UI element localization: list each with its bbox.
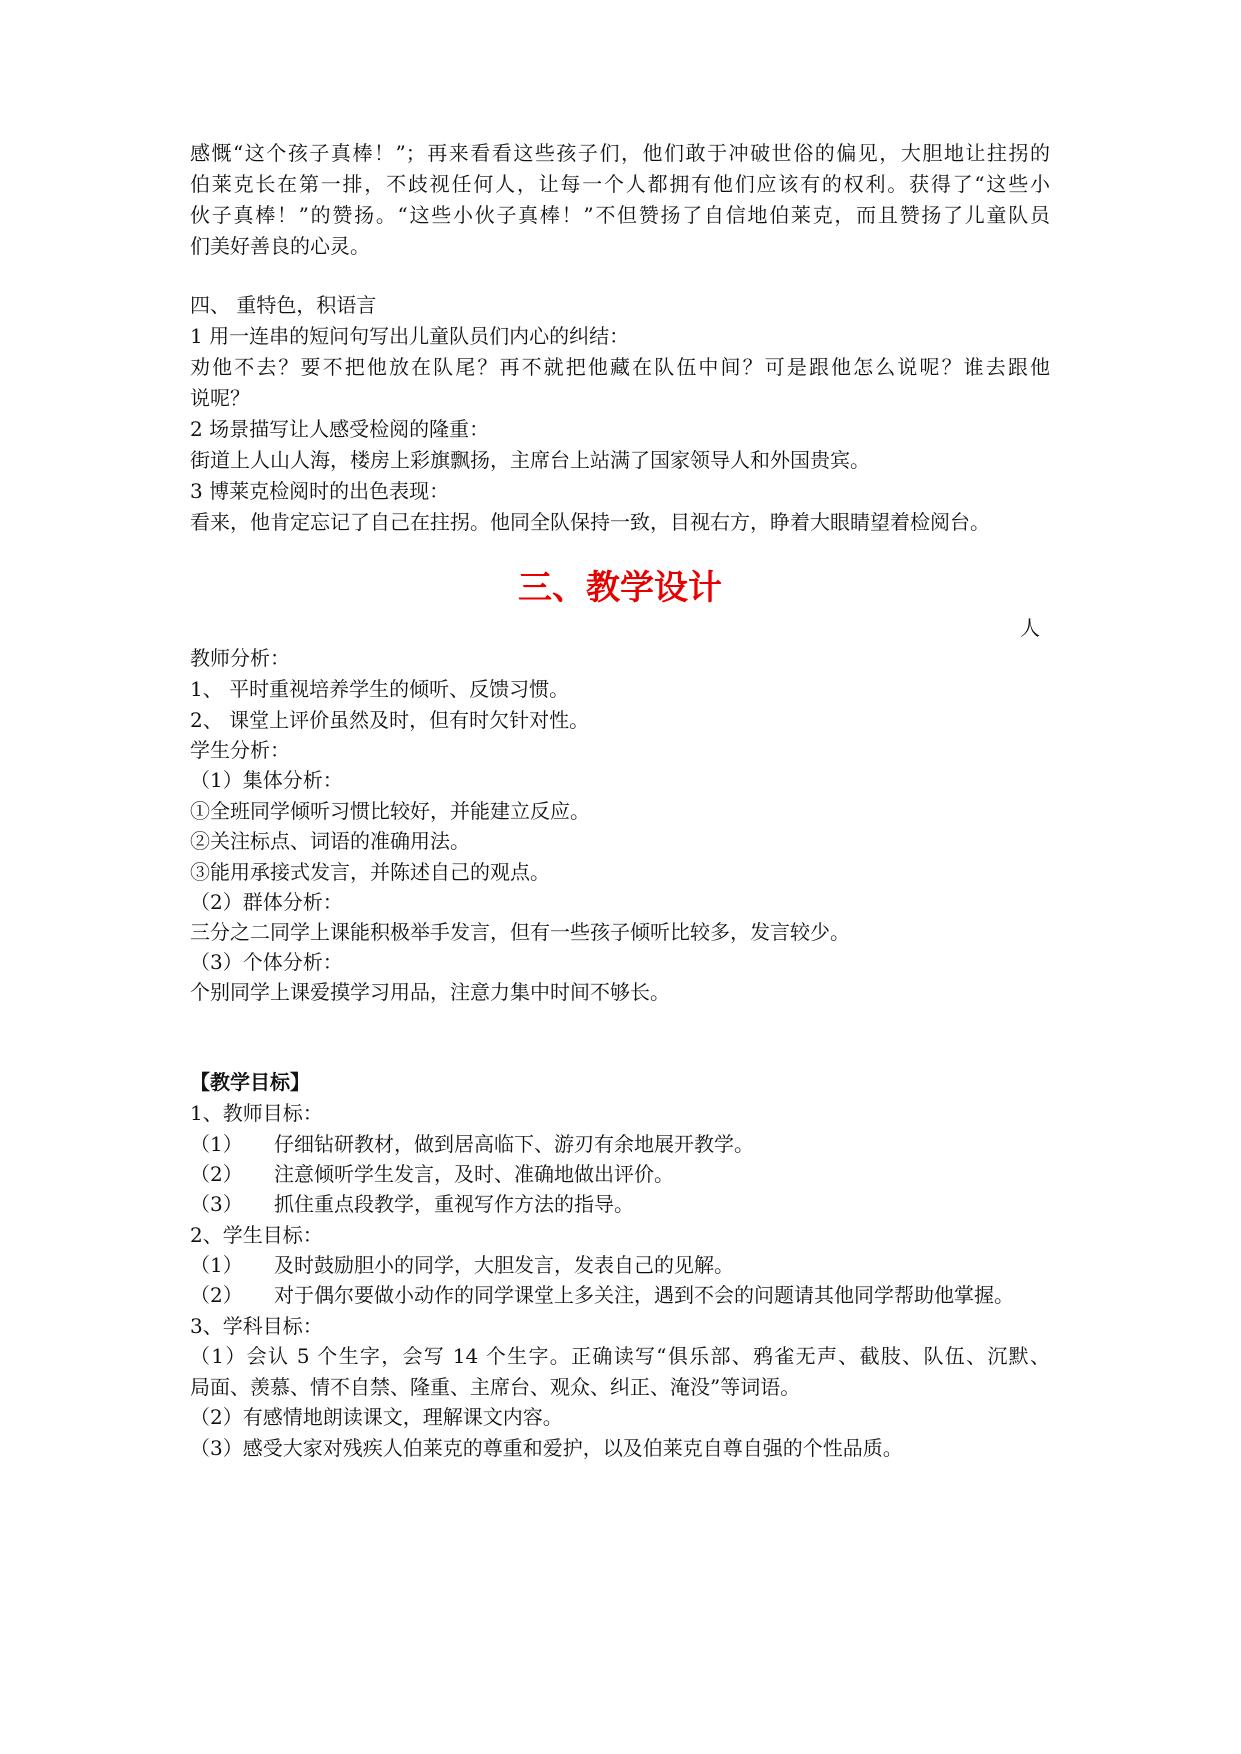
sub-heading: （1）集体分析： (190, 768, 343, 792)
list-item (190, 1128, 754, 1160)
list-item: 1、 平时重视培养学生的倾听、反馈习惯。 (190, 677, 570, 701)
list-item: （2）有感情地朗读课文，理解课文内容。 (190, 1405, 563, 1429)
paragraph-line: 感慨“这个孩子真棒！”；再来看看这些孩子们，他们敢于冲破世俗的偏见，大胆地让拄拐的 (190, 141, 1050, 165)
teacher-analysis-heading: 教师分析： (190, 646, 290, 670)
list-item: 2、 课堂上评价虽然及时，但有时欠针对性。 (190, 708, 590, 732)
list-item-label: 1 用一连串的短问句写出儿童队员们内心的纠结： (190, 324, 630, 348)
list-number: （1） (190, 1253, 243, 1277)
sub-heading: （2）群体分析： (190, 890, 343, 914)
list-item: ③能用承接式发言，并陈述自己的观点。 (190, 860, 550, 884)
list-text: 对于偶尔要做小动作的同学课堂上多关注，遇到不会的问题请其他同学帮助他掌握。 (274, 1283, 1014, 1307)
list-item: ①全班同学倾听习惯比较好，并能建立反应。 (190, 799, 590, 823)
list-item: ②关注标点、词语的准确用法。 (190, 829, 470, 853)
list-item (190, 1188, 634, 1220)
paragraph-line: 伯莱克长在第一排，不歧视任何人，让每一个人都拥有他们应该有的权利。获得了“这些小 (190, 172, 1050, 196)
paragraph-line: 们美好善良的心灵。 (190, 234, 370, 258)
paragraph-line: 个别同学上课爱摸学习用品，注意力集中时间不够长。 (190, 980, 670, 1004)
list-text: 及时鼓励胆小的同学，大胆发言，发表自己的见解。 (274, 1253, 734, 1277)
list-number: （2） (190, 1283, 243, 1307)
list-text: 抓住重点段教学，重视写作方法的指导。 (274, 1192, 634, 1216)
sub-heading: （3）个体分析： (190, 950, 343, 974)
goals-heading: 【教学目标】 (190, 1070, 310, 1094)
sub-heading: 3、学科目标： (190, 1314, 323, 1338)
paragraph-line: 伙子真棒！”的赞扬。“这些小伙子真棒！”不但赞扬了自信地伯莱克，而且赞扬了儿童队员 (190, 203, 1050, 227)
sub-heading: 1、教师目标： (190, 1101, 323, 1125)
list-text: 注意倾听学生发言，及时、准确地做出评价。 (274, 1162, 674, 1186)
stray-character: 人 (1020, 616, 1040, 640)
section-title: 三、教学设计 (518, 568, 722, 608)
section-heading: 四、 重特色，积语言 (190, 293, 377, 317)
list-item-label: 2 场景描写让人感受检阅的隆重： (190, 417, 490, 441)
list-number: （1） (190, 1132, 243, 1156)
list-item-text: 说呢？ (190, 386, 250, 410)
list-item (190, 1249, 734, 1281)
list-item (190, 1279, 1014, 1311)
list-text: 仔细钻研教材，做到居高临下、游刃有余地展开教学。 (274, 1132, 754, 1156)
student-analysis-heading: 学生分析： (190, 738, 290, 762)
list-number: （3） (190, 1192, 243, 1216)
list-item-text: 看来，他肯定忘记了自己在拄拐。他同全队保持一致，目视右方，睁着大眼睛望着检阅台。 (190, 510, 990, 534)
paragraph-line: 三分之二同学上课能积极举手发言，但有一些孩子倾听比较多，发言较少。 (190, 920, 850, 944)
list-item-label: 3 博莱克检阅时的出色表现： (190, 479, 450, 503)
list-item: （3）感受大家对残疾人伯莱克的尊重和爱护，以及伯莱克自尊自强的个性品质。 (190, 1436, 903, 1460)
list-item-text: 街道上人山人海，楼房上彩旗飘扬，主席台上站满了国家领导人和外国贵宾。 (190, 448, 870, 472)
list-item: （1）会认 5 个生字，会写 14 个生字。正确读写“俱乐部、鸦雀无声、截肢、队伍、沉默、 (190, 1344, 1050, 1368)
list-item: 局面、羡慕、情不自禁、隆重、主席台、观众、纠正、淹没”等词语。 (190, 1375, 801, 1399)
list-item-text: 劝他不去？要不把他放在队尾？再不就把他藏在队伍中间？可是跟他怎么说呢？谁去跟他 (190, 355, 1050, 379)
sub-heading: 2、学生目标： (190, 1223, 323, 1247)
list-item (190, 1158, 674, 1190)
list-number: （2） (190, 1162, 243, 1186)
